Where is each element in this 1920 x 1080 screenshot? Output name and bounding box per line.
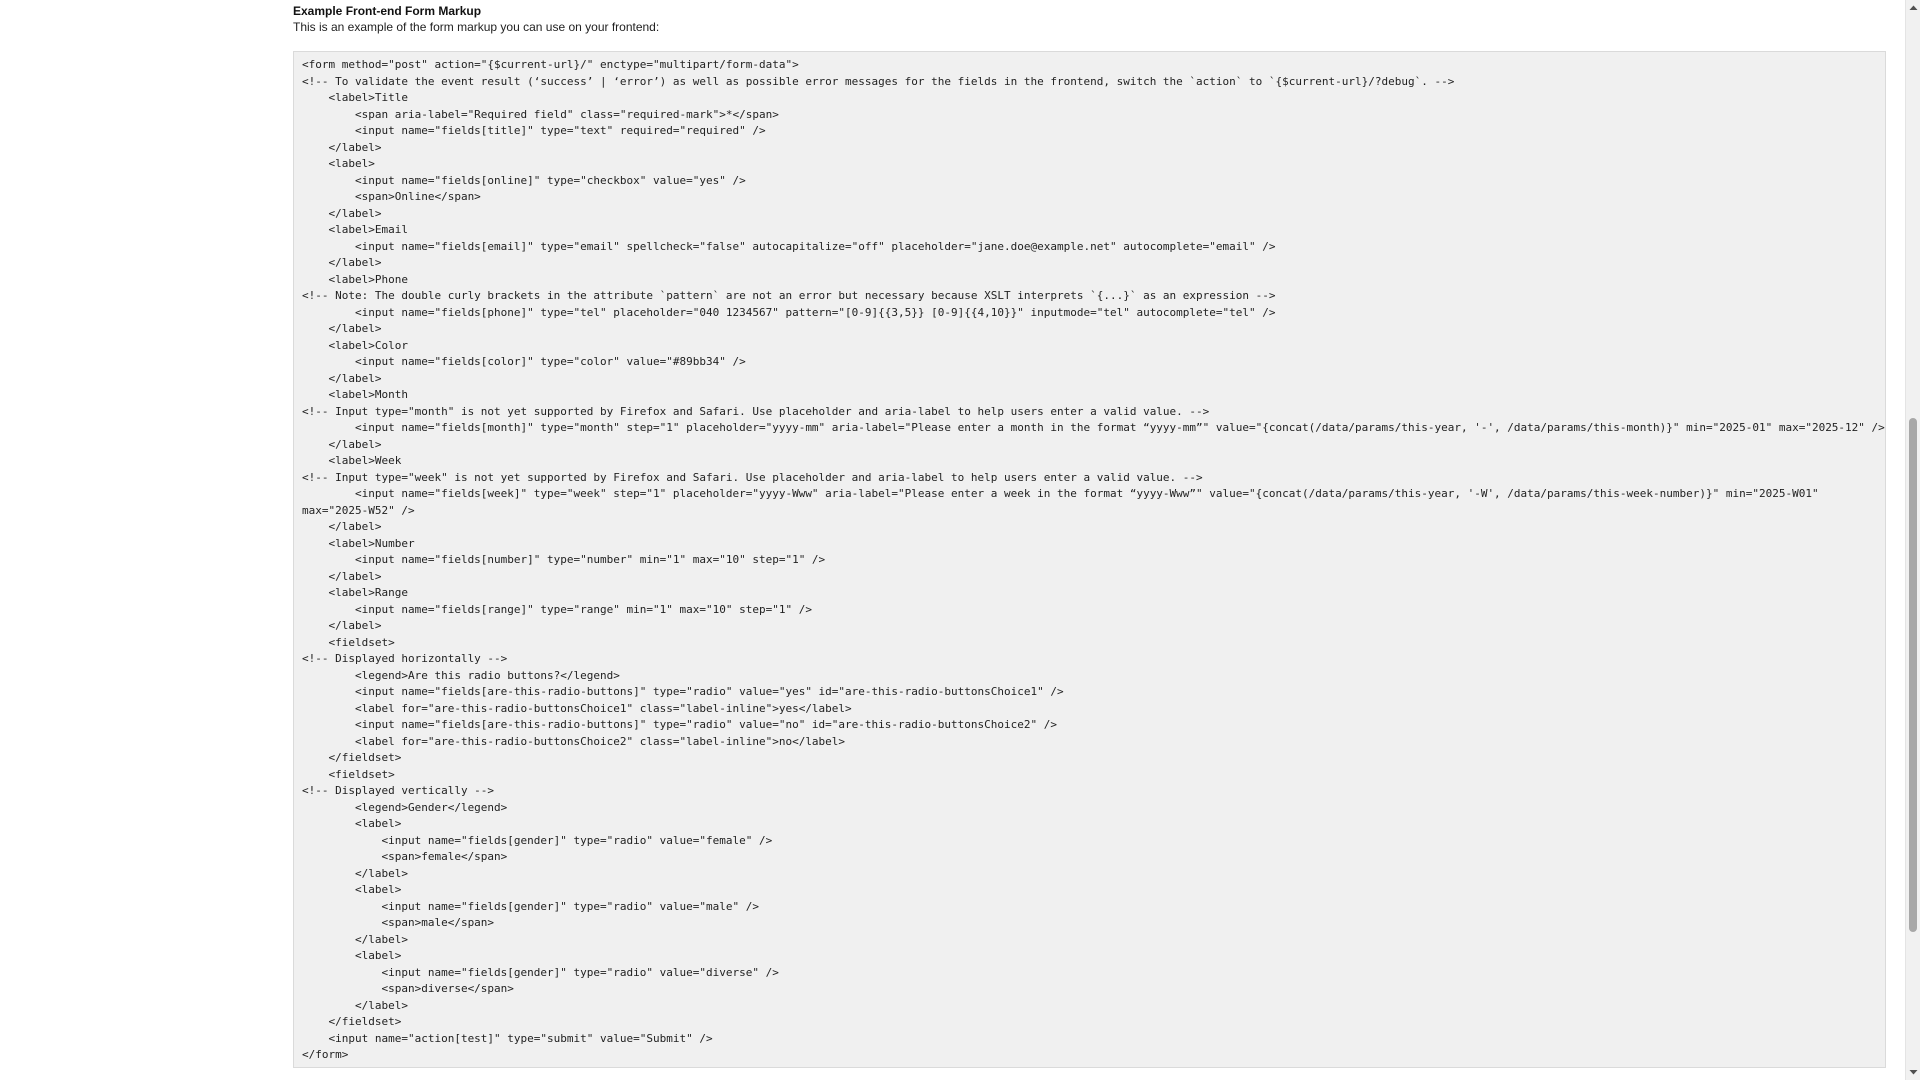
code-line: <!-- Displayed horizontally --> (302, 652, 508, 665)
code-line: <!-- Input type="month" is not yet supported by Firefox and Safari. Use placeholder and aria-label to help users enter a valid value. --> (302, 404, 1210, 418)
code-line: <!-- Note: The double curly brackets in the attribute `pattern` are not an error but necessary because XSLT interprets `{...}` as an expression --> (302, 289, 1276, 302)
code-line: <input name="fields[month]" type="month" step="1" placeholder="yyyy-mm" aria-label="Please enter a month in the format “yyyy-mm”" value="{concat(/data/params/this-year, '-', /data/params/this-month)}" min="2025-01" max="2025-12" /> (302, 421, 1885, 434)
code-line: </label> (302, 437, 382, 451)
code-line: <label>Email (302, 223, 408, 236)
section-title: Example Front-end Form Markup (293, 4, 482, 18)
code-line: <input name="fields[range]" type="range" min="1" max="10" step="1" /> (302, 602, 812, 616)
code-line: </label> (302, 256, 382, 269)
section-description: This is an example of the form markup you can use on your frontend: (293, 20, 660, 34)
code-line: </label> (302, 206, 382, 220)
code-line: </form> (302, 1048, 349, 1061)
code-line: <span>male</span> (302, 916, 495, 929)
code-line: </label> (302, 520, 382, 533)
code-line: </fieldset> (302, 1015, 402, 1028)
code-line: <label> (302, 949, 402, 962)
code-line: <span aria-label="Required field" class="required-mark">*</span> (302, 107, 779, 121)
code-pre (302, 57, 1885, 1064)
code-line: <span>Online</span> (302, 190, 481, 203)
code-line: <span>female</span> (302, 850, 508, 863)
code-line: </label> (302, 932, 408, 946)
code-line: <label>Month (302, 388, 408, 401)
code-line: <label> (302, 817, 402, 830)
code-line: <span>diverse</span> (302, 982, 514, 995)
code-line: <input name="action[test]" type="submit" value="Submit" /> (302, 1031, 713, 1045)
code-line: </label> (302, 322, 382, 335)
code-line: <input name="fields[are-this-radio-buttons]" type="radio" value="no" id="are-this-radio-buttonsChoice2" /> (302, 718, 1057, 731)
code-line: <input name="fields[gender]" type="radio" value="female" /> (302, 833, 773, 847)
code-line: <label>Range (302, 586, 408, 599)
code-line: <label>Color (302, 338, 408, 352)
scrollbar-thumb[interactable] (1909, 418, 1917, 932)
code-line: <label for="are-this-radio-buttonsChoice2" class="label-inline">no</label> (302, 734, 846, 748)
code-line: <input name="fields[online]" type="checkbox" value="yes" /> (302, 173, 746, 187)
code-line: <input name="fields[week]" type="week" step="1" placeholder="yyyy-Www" aria-label="Please enter a week in the format “yyyy-Www”" value="{concat(/data/params/this-year, '-W', /data/params/this-week-number)}" min="2025-W01" max="2025-W52" /> (302, 487, 1819, 517)
code-line: <label>Week (302, 454, 402, 467)
code-line: </label> (302, 619, 382, 632)
scroll-up-button[interactable] (1906, 0, 1920, 15)
code-block[interactable] (293, 51, 1886, 1068)
code-line: </fieldset> (302, 751, 402, 764)
code-line: <legend>Are this radio buttons?</legend> (302, 668, 620, 682)
code-line: <!-- To validate the event result (‘success’ | ‘error’) as well as possible error messages for the fields in the frontend, switch the `action` to `{$current-url}/?debug`. --> (302, 74, 1455, 88)
code-line: <input name="fields[phone]" type="tel" placeholder="040 1234567" pattern="[0-9]{{3,5}} [0-9]{{4,10}}" inputmode="tel" autocomplete="tel" /> (302, 305, 1276, 319)
code-line: <legend>Gender</legend> (302, 800, 508, 814)
code-line: <!-- Displayed vertically --> (302, 784, 495, 797)
code-line: <!-- Input type="week" is not yet supported by Firefox and Safari. Use placeholder and aria-label to help users enter a valid value. --> (302, 470, 1203, 484)
scroll-down-button[interactable] (1906, 1065, 1920, 1080)
code-line: <input name="fields[gender]" type="radio" value="diverse" /> (302, 965, 779, 979)
code-line: </label> (302, 866, 408, 880)
code-line: <input name="fields[gender]" type="radio" value="male" /> (302, 899, 759, 913)
code-line: <input name="fields[number]" type="number" min="1" max="10" step="1" /> (302, 553, 826, 566)
code-line: <label> (302, 883, 402, 896)
code-line: </label> (302, 998, 408, 1012)
code-line: <input name="fields[are-this-radio-buttons]" type="radio" value="yes" id="are-this-radio-buttonsChoice1" /> (302, 685, 1064, 698)
code-line: <label>Number (302, 536, 415, 550)
code-line: <form method="post" action="{$current-url}/" enctype="multipart/form-data"> (302, 58, 799, 71)
code-line: <label> (302, 157, 375, 170)
code-line: <label>Phone (302, 272, 408, 286)
vertical-scrollbar[interactable] (1905, 0, 1920, 1080)
code-line: </label> (302, 140, 382, 154)
code-line: <input name="fields[email]" type="email" spellcheck="false" autocapitalize="off" placeholder="jane.doe@example.net" autocomplete="email" /> (302, 239, 1276, 253)
code-line: <fieldset> (302, 767, 395, 781)
code-line: </label> (302, 371, 382, 385)
code-line: <label for="are-this-radio-buttonsChoice1" class="label-inline">yes</label> (302, 701, 852, 715)
triangle-down-icon (1906, 1065, 1920, 1080)
code-line: <input name="fields[color]" type="color" value="#89bb34" /> (302, 355, 746, 368)
code-line: </label> (302, 569, 382, 583)
triangle-up-icon (1906, 0, 1920, 15)
code-line: <input name="fields[title]" type="text" required="required" /> (302, 124, 766, 137)
code-line: <label>Title (302, 91, 408, 104)
code-line: <fieldset> (302, 635, 395, 649)
